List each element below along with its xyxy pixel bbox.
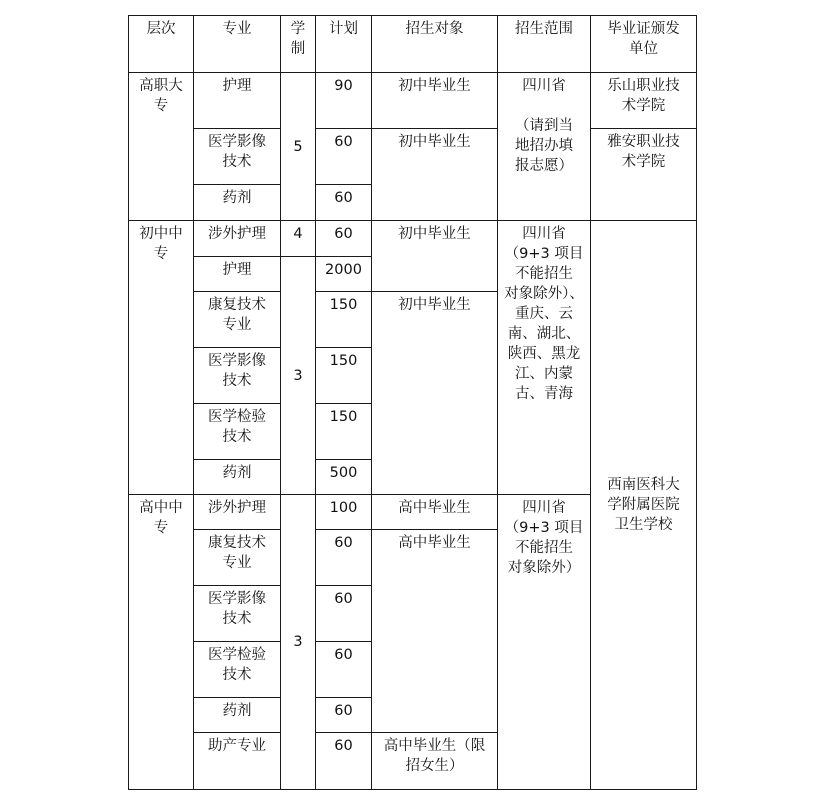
header-issuer: 毕业证颁发 单位 — [591, 16, 697, 73]
major-cell: 护理 — [194, 257, 281, 292]
major-cell: 涉外护理 — [194, 495, 281, 530]
major-cell: 涉外护理 — [194, 221, 281, 257]
major-cell: 助产专业 — [194, 733, 281, 790]
major-cell: 医学检验 技术 — [194, 404, 281, 460]
header-major: 专业 — [194, 16, 281, 73]
level-cell: 高职大 专 — [129, 73, 194, 221]
major-cell: 护理 — [194, 73, 281, 129]
plan-cell: 100 — [316, 495, 372, 530]
issuer-cell: 西南医科大 学附属医院 卫生学校 — [591, 221, 697, 790]
target-cell: 高中毕业生 — [372, 530, 498, 733]
header-years: 学 制 — [281, 16, 316, 73]
table-row — [129, 129, 697, 185]
plan-cell: 150 — [316, 292, 372, 348]
major-cell: 药剂 — [194, 698, 281, 733]
major-cell: 药剂 — [194, 460, 281, 495]
enrollment-plan-table — [128, 15, 697, 790]
years-cell: 3 — [281, 495, 316, 790]
table-row — [129, 73, 697, 129]
target-cell: 初中毕业生 — [372, 73, 498, 129]
major-cell: 医学影像 技术 — [194, 348, 281, 404]
plan-cell: 60 — [316, 185, 372, 221]
plan-cell: 150 — [316, 348, 372, 404]
major-cell: 医学影像 技术 — [194, 586, 281, 642]
scope-cell: 四川省 （9+3 项目 不能招生 对象除外） — [498, 495, 591, 790]
target-cell: 高中毕业生 — [372, 495, 498, 530]
target-cell: 初中毕业生 — [372, 292, 498, 495]
major-cell: 医学检验 技术 — [194, 642, 281, 698]
table-row — [129, 221, 697, 257]
plan-cell: 90 — [316, 73, 372, 129]
target-cell: 初中毕业生 — [372, 221, 498, 292]
major-cell: 康复技术 专业 — [194, 292, 281, 348]
level-cell: 初中中 专 — [129, 221, 194, 495]
plan-cell: 60 — [316, 221, 372, 257]
header-scope: 招生范围 — [498, 16, 591, 73]
plan-cell: 60 — [316, 642, 372, 698]
header-target: 招生对象 — [372, 16, 498, 73]
plan-cell: 2000 — [316, 257, 372, 292]
level-cell: 高中中 专 — [129, 495, 194, 790]
plan-cell: 60 — [316, 530, 372, 586]
header-plan: 计划 — [316, 16, 372, 73]
header-row — [129, 16, 697, 73]
target-cell: 高中毕业生（限 招女生） — [372, 733, 498, 790]
issuer-cell: 乐山职业技 术学院 — [591, 73, 697, 129]
years-cell: 4 — [281, 221, 316, 257]
scope-cell: 四川省 （9+3 项目 不能招生 对象除外）、 重庆、云 南、湖北、 陕西、黑龙 江、内蒙 古、青海 — [498, 221, 591, 495]
plan-cell: 60 — [316, 586, 372, 642]
header-level: 层次 — [129, 16, 194, 73]
major-cell: 康复技术 专业 — [194, 530, 281, 586]
years-cell: 5 — [281, 73, 316, 221]
plan-cell: 60 — [316, 698, 372, 733]
major-cell: 医学影像 技术 — [194, 129, 281, 185]
plan-cell: 60 — [316, 129, 372, 185]
major-cell: 药剂 — [194, 185, 281, 221]
issuer-cell: 雅安职业技 术学院 — [591, 129, 697, 221]
plan-cell: 150 — [316, 404, 372, 460]
plan-cell: 500 — [316, 460, 372, 495]
years-cell: 3 — [281, 257, 316, 495]
plan-cell: 60 — [316, 733, 372, 790]
scope-cell: 四川省 （请到当 地招办填 报志愿） — [498, 73, 591, 221]
target-cell: 初中毕业生 — [372, 129, 498, 221]
